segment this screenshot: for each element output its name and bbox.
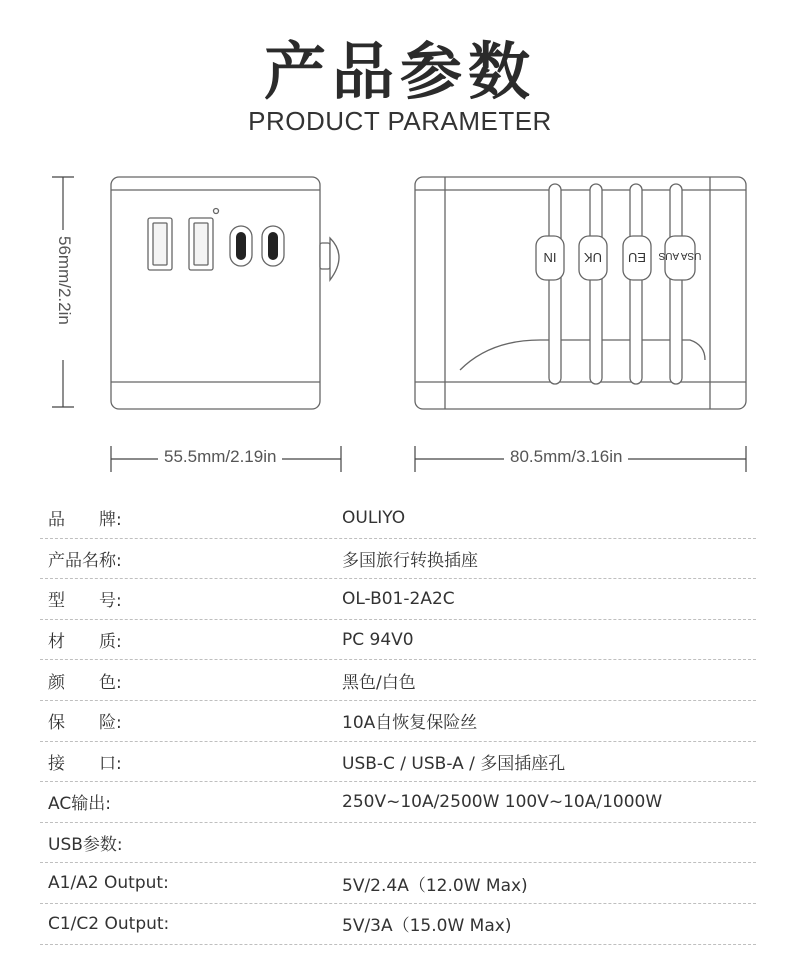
spec-row-material (40, 620, 756, 661)
spec-row-usb-params (40, 823, 756, 864)
spec-value: USB-C / USB-A / 多国插座孔 (342, 753, 566, 774)
front-view (111, 177, 339, 409)
spec-label: C1/C2 Output: (48, 913, 170, 934)
plug-label-in: IN (543, 250, 557, 265)
spec-label: USB参数: (48, 835, 123, 856)
spec-row-brand (40, 498, 756, 539)
spec-label: 品 牌: (48, 510, 122, 531)
spec-row-a-output (40, 863, 756, 904)
width-front-label: 55.5mm/2.19in (158, 447, 282, 467)
spec-label: A1/A2 Output: (48, 873, 169, 894)
spec-value: OL-B01-2A2C (342, 588, 455, 609)
spec-label: 材 质: (48, 632, 122, 653)
spec-table (40, 498, 756, 945)
width-side-label: 80.5mm/3.16in (504, 447, 628, 467)
spec-row-product-name (40, 539, 756, 580)
spec-label: 保 险: (48, 713, 122, 734)
product-diagram (0, 160, 800, 480)
spec-label: 产品名称: (48, 550, 122, 571)
spec-value: OULIYO (342, 507, 406, 528)
spec-value: 黑色/白色 (342, 672, 416, 693)
spec-label: AC输出: (48, 794, 111, 815)
spec-value: 250V~10A/2500W 100V~10A/1000W (342, 791, 663, 812)
plug-label-usa-aus: USA AUS (658, 250, 702, 261)
spec-label: 接 口: (48, 753, 122, 774)
spec-value: 多国旅行转换插座 (342, 550, 478, 571)
spec-row-model (40, 579, 756, 620)
product-drawing (0, 160, 800, 480)
spec-value: PC 94V0 (342, 629, 414, 650)
page-subtitle: PRODUCT PARAMETER (248, 106, 552, 136)
spec-label: 颜 色: (48, 672, 122, 693)
spec-value: 5V/3A（15.0W Max) (342, 916, 512, 937)
spec-label: 型 号: (48, 591, 122, 612)
spec-row-c-output (40, 904, 756, 945)
side-view (415, 177, 746, 409)
spec-row-fuse (40, 701, 756, 742)
spec-value: 10A自恢复保险丝 (342, 713, 478, 734)
spec-row-interface (40, 742, 756, 783)
spec-value: 5V/2.4A（12.0W Max) (342, 875, 528, 896)
plug-label-eu: EU (627, 250, 647, 265)
plug-label-uk: UK (583, 250, 603, 265)
page-title: 产品参数 (263, 35, 536, 108)
spec-row-color (40, 660, 756, 701)
spec-row-ac-output (40, 782, 756, 823)
height-label: 56mm/2.2in (55, 236, 74, 325)
